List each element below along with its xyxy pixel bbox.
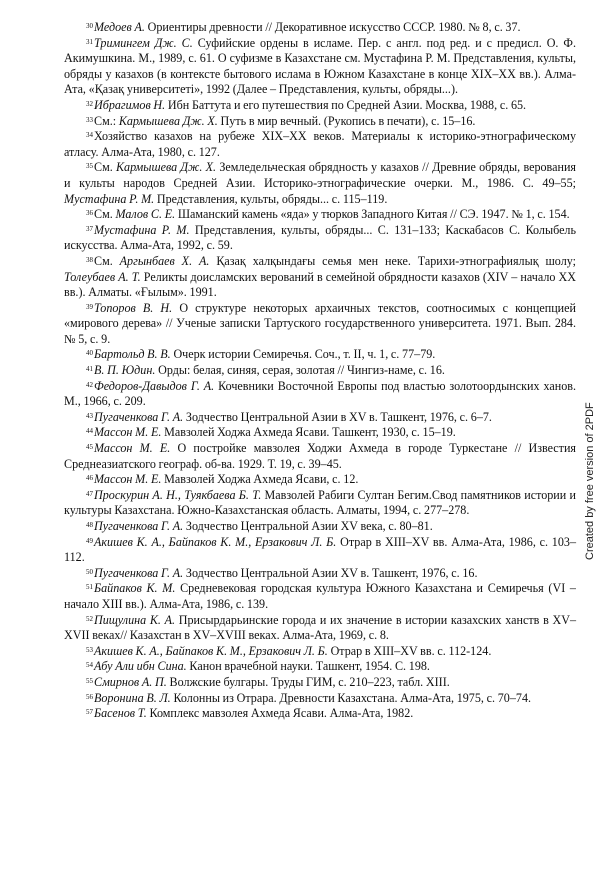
footnote-author: Кармышева Дж. Х. [118, 113, 218, 128]
footnote-39 [64, 301, 576, 348]
footnotes-list [64, 20, 576, 722]
footnote-author: Проскурин А. Н., Туякбаева Б. Т. [94, 487, 262, 502]
footnote-number: 31 [86, 37, 93, 46]
footnote-30 [64, 20, 576, 36]
footnote-57 [64, 706, 576, 722]
footnote-55 [64, 675, 576, 691]
footnote-author: Пищулина К. А. [94, 612, 176, 627]
footnote-text: Реликты доисламских верований в семейной обрядности казахов (XIV – начало XX вв.). Алматы. «Ғылым». 1991. [64, 269, 576, 300]
footnote-number: 46 [86, 474, 93, 483]
footnote-number: 43 [86, 411, 93, 420]
footnote-number: 50 [86, 567, 93, 576]
footnote-41 [64, 363, 576, 379]
footnote-number: 34 [86, 131, 93, 140]
watermark-text: Created by free version of 2PDF [584, 402, 596, 560]
footnote-text: Ориентиры древности // Декоративное искусство СССР. 1980. № 8, с. 37. [147, 20, 521, 34]
footnote-42 [64, 379, 576, 410]
footnote-author: Медоев А. [94, 20, 145, 34]
footnote-50 [64, 566, 576, 582]
footnote-number: 44 [86, 427, 93, 436]
footnote-number: 49 [86, 536, 93, 545]
footnote-text: Средневековая городская культура Южного Казахстана и Семиречья (VI – начало XIII вв.). Алма-Ата, 1986, с. 139. [64, 581, 576, 611]
footnote-35 [64, 160, 576, 207]
footnote-text: Зодчество Центральной Азии XV в. Ташкент, 1976, с. 16. [185, 565, 478, 580]
footnote-text: Мавзолей Рабиги Султан Бегим.Свод памятников истории и культуры Казахстана. Южно-Казахстанская область. Алматы, 1994, с. 277–278. [64, 487, 576, 518]
footnote-51 [64, 581, 576, 612]
footnote-49 [64, 535, 576, 566]
footnote-56 [64, 691, 576, 707]
footnote-text: О постройке мавзолея Ходжи Ахмеда в городе Туркестане // Известия Среднеазиатского географ. об-ва. 1929. Т. 19, с. 39–45. [64, 441, 576, 471]
footnote-text: Представления, культы, обряды... с. 115–119. [156, 191, 388, 206]
footnote-author: Массон М. Е. [94, 425, 162, 440]
footnote-number: 42 [86, 380, 93, 389]
footnote-text: Представления, культы, обряды... С. 131–133; Каскабасов С. Колыбель искусства. Алма-Ата, 1992, с. 59. [64, 222, 576, 253]
footnote-47 [64, 488, 576, 519]
footnote-number: 38 [86, 255, 93, 264]
footnote-author: Мустафина Р. М. [64, 191, 155, 206]
footnote-text: Шаманский камень «яда» у тюрков Западного Китая // СЭ. 1947. № 1, с. 154. [177, 207, 570, 222]
footnote-number: 39 [86, 302, 93, 311]
footnote-52 [64, 613, 576, 644]
footnote-author: Кармышева Дж. Х. [116, 160, 217, 175]
footnote-32 [64, 98, 576, 114]
footnote-author: Смирнов А. П. [94, 674, 167, 689]
footnote-text: Земледельческая обрядность у казахов // Древние обряды, верования и культы народов Средней Азии. Историко-этнографические очерки. М., 1986. С. 49–55; [64, 160, 576, 190]
footnote-48 [64, 519, 576, 535]
footnote-40 [64, 347, 576, 363]
footnote-37 [64, 223, 576, 254]
footnote-author: Аргынбаев Х. А. [119, 253, 210, 268]
footnote-text: Комплекс мавзолея Ахмеда Ясави. Алма-Ата, 1982. [149, 706, 414, 721]
footnote-text: Очерк истории Семиречья. Соч., т. II, ч. 1, с. 77–79. [173, 347, 436, 362]
footnote-text: Мавзолей Ходжа Ахмеда Ясави. Ташкент, 1930, с. 15–19. [164, 425, 456, 440]
footnote-text: Зодчество Центральной Азии XV века, с. 80–81. [185, 519, 433, 533]
footnote-text: Мавзолей Ходжа Ахмеда Ясави, с. 12. [164, 472, 359, 487]
footnote-34 [64, 129, 576, 160]
footnote-number: 56 [86, 692, 93, 701]
footnote-text: Колонны из Отрара. Древности Казахстана. Алма-Ата, 1975, с. 70–74. [173, 690, 532, 705]
footnote-author: В. П. Юдин. [94, 363, 156, 378]
footnote-number: 40 [86, 349, 93, 358]
footnote-author: Акишев К. А., Байпаков К. М., Ерзакович Л. Б. [94, 534, 337, 549]
footnote-number: 41 [86, 365, 93, 374]
footnote-text: Кочевники Восточной Европы под властью золотоордынских ханов. М., 1966, с. 209. [64, 378, 576, 409]
footnote-text: Суфийские ордены в исламе. Пер. с англ. под ред. и с предисл. О. Ф. Акимушкина. М., 1989, с. 61. О суфизме в Казахстане см. Мустафина Р. М. Представления, культы, обряды у казахов (в контексте бытового ислама в Южном Казахстане в конце XIX–XX вв.). Алма-Ата, «Қазақ университеті», 1992 (Далее – Представления, культы, обряды...). [64, 35, 576, 97]
footnote-author: Федоров-Давыдов Г. А. [94, 378, 215, 393]
footnote-author: Бартольд В. В. [94, 347, 171, 362]
footnote-author: Массон М. Е. [94, 472, 162, 487]
footnote-prefix: См.: [94, 113, 117, 128]
footnote-number: 35 [86, 162, 93, 171]
footnote-45 [64, 441, 576, 472]
footnote-number: 53 [86, 645, 93, 654]
footnote-38 [64, 254, 576, 301]
footnote-author: Ибрагимов Н. [94, 97, 166, 112]
footnote-author: Толеубаев А. Т. [64, 269, 141, 284]
footnote-author: Пугаченкова Г. А. [94, 409, 184, 424]
footnote-author: Малов С. Е. [115, 207, 176, 222]
footnote-author: Топоров В. Н. [94, 300, 173, 315]
footnote-text: Отрар в XIII–XV вв. с. 112-124. [330, 643, 492, 658]
footnote-43 [64, 410, 576, 426]
footnote-text: Ибн Баттута и его путешествия по Средней Азии. Москва, 1988, с. 65. [167, 97, 527, 112]
footnote-author: Тримингем Дж. С. [94, 35, 193, 50]
footnote-author: Акишев К. А., Байпаков К. М., Ерзакович Л. Б. [94, 643, 328, 658]
footnote-prefix: См. [94, 253, 113, 268]
footnote-number: 57 [86, 708, 93, 717]
footnote-text: Канон врачебной науки. Ташкент, 1954. С. 198. [189, 659, 430, 674]
footnote-number: 55 [86, 676, 93, 685]
footnote-number: 33 [86, 115, 93, 124]
footnote-text: Орды: белая, синяя, серая, золотая // Чингиз-наме, с. 16. [158, 363, 445, 378]
footnote-text: Волжские булгары. Труды ГИМ, с. 210–223, табл. XIII. [169, 674, 450, 689]
watermark [584, 200, 598, 560]
footnote-44 [64, 425, 576, 441]
footnote-author: Мустафина Р. М. [94, 222, 190, 237]
footnote-number: 45 [86, 443, 93, 452]
footnote-number: 52 [86, 614, 93, 623]
footnote-text: Отрар в XIII–XV вв. Алма-Ата, 1986, с. 103–112. [64, 534, 576, 565]
footnote-46 [64, 472, 576, 488]
footnote-number: 30 [86, 22, 93, 30]
footnote-number: 51 [86, 583, 93, 592]
footnote-text: Хозяйство казахов на рубеже XIX–XX веков. Материалы к историко-этнографическому атласу. Алма-Ата, 1980, с. 127. [64, 129, 576, 159]
footnote-author: Басенов Т. [94, 706, 147, 721]
footnote-number: 36 [86, 209, 93, 218]
footnote-text: Присырдарьинские города и их значение в истории казахских ханств в XV–XVII веках// Казахстан в XV–XVIII веках. Алма-Ата, 1969, с. 8. [64, 612, 577, 643]
footnote-prefix: См. [94, 160, 113, 175]
footnote-author: Пугаченкова Г. А. [94, 519, 184, 533]
footnote-author: Пугаченкова Г. А. [94, 565, 184, 580]
footnote-author: Байпаков К. М. [94, 581, 176, 596]
footnote-text: О структуре некоторых архаичных текстов, соотносимых с концепцией «мирового дерева» // Ученые записки Тартуского государственного университета. 1971. Вып. 284. № 5, с. 9. [64, 300, 576, 346]
footnote-number: 47 [86, 489, 93, 498]
footnote-number: 48 [86, 521, 93, 529]
footnote-53 [64, 644, 576, 660]
footnote-number: 37 [86, 224, 93, 233]
footnote-number: 32 [86, 99, 93, 108]
footnote-54 [64, 659, 576, 675]
footnote-author: Абу Али ибн Сина. [94, 659, 187, 674]
footnote-36 [64, 207, 576, 223]
footnote-text: Қазақ халқындағы семья мен неке. Тарихи-этнографиялық шолу; [216, 253, 576, 268]
footnote-text: Путь в мир вечный. (Рукопись в печати), с. 15–16. [220, 113, 476, 128]
footnote-author: Массон М. Е. [94, 441, 171, 456]
footnote-number: 54 [86, 661, 93, 670]
footnote-33 [64, 114, 576, 130]
footnote-author: Воронина В. Л. [94, 690, 171, 705]
footnote-prefix: См. [94, 207, 113, 222]
footnote-31 [64, 36, 576, 98]
footnote-text: Зодчество Центральной Азии в XV в. Ташкент, 1976, с. 6–7. [185, 409, 492, 424]
